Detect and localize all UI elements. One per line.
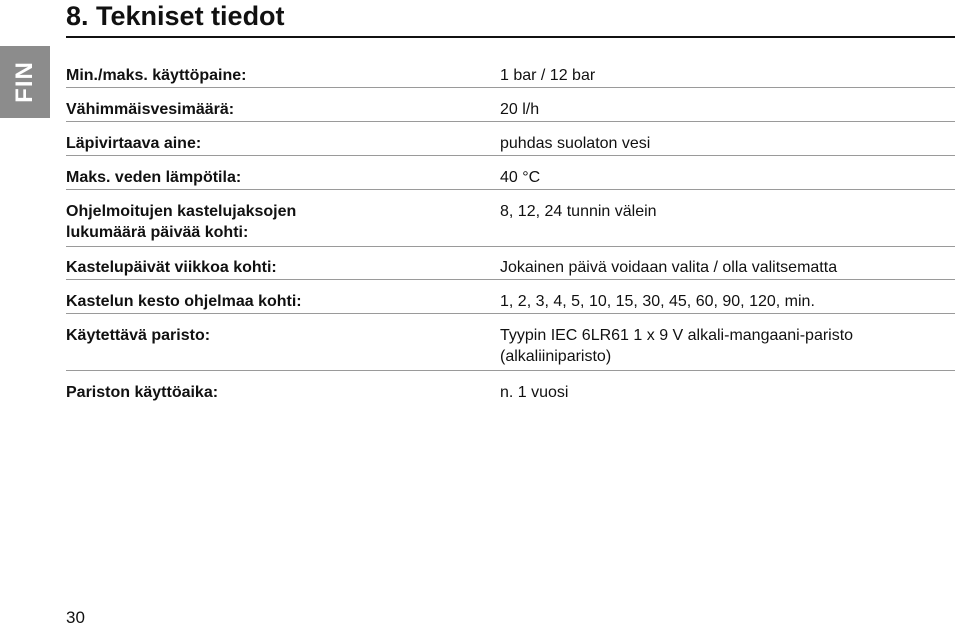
section-title: 8. Tekniset tiedot (66, 1, 285, 31)
spec-label: Käytettävä paristo: (66, 327, 211, 344)
spec-value: puhdas suolaton vesi (500, 135, 651, 152)
spec-label: Pariston käyttöaika: (66, 384, 219, 401)
title-divider (66, 36, 955, 38)
spec-value: Tyypin IEC 6LR61 1 x 9 V alkali-mangaani-paristo (alkaliiniparisto) (500, 327, 854, 365)
spec-row-min-water-amount (66, 99, 955, 122)
spec-row-cycles-per-day (66, 201, 955, 247)
spec-row-watering-duration (66, 291, 955, 314)
spec-label: Min./maks. käyttöpaine: (66, 67, 247, 84)
spec-label: Vähimmäisvesimäärä: (66, 101, 235, 118)
spec-row-max-water-temperature (66, 167, 955, 190)
language-tab-label: FIN (11, 61, 38, 103)
spec-row-watering-days (66, 257, 955, 280)
spec-value: 20 l/h (500, 101, 540, 118)
spec-label: Läpivirtaava aine: (66, 135, 202, 152)
spec-label: Kastelupäivät viikkoa kohti: (66, 259, 277, 276)
spec-value: 8, 12, 24 tunnin välein (500, 203, 657, 220)
spec-label: Kastelun kesto ohjelmaa kohti: (66, 293, 302, 310)
spec-label: Maks. veden lämpötila: (66, 169, 242, 186)
spec-value: Jokainen päivä voidaan valita / olla valitsematta (500, 259, 838, 276)
spec-row-medium (66, 133, 955, 156)
spec-value: 40 °C (500, 169, 541, 186)
spec-value: 1, 2, 3, 4, 5, 10, 15, 30, 45, 60, 90, 120, min. (500, 293, 815, 310)
spec-row-battery (66, 325, 955, 371)
spec-label: Ohjelmoitujen kastelujaksojen lukumäärä päivää kohti: (66, 203, 297, 241)
language-tab (0, 46, 50, 118)
spec-value: n. 1 vuosi (500, 384, 569, 401)
page-number: 30 (66, 608, 85, 627)
spec-value: 1 bar / 12 bar (500, 67, 596, 84)
spec-row-operating-pressure (66, 65, 955, 88)
spec-row-battery-life (66, 382, 955, 404)
